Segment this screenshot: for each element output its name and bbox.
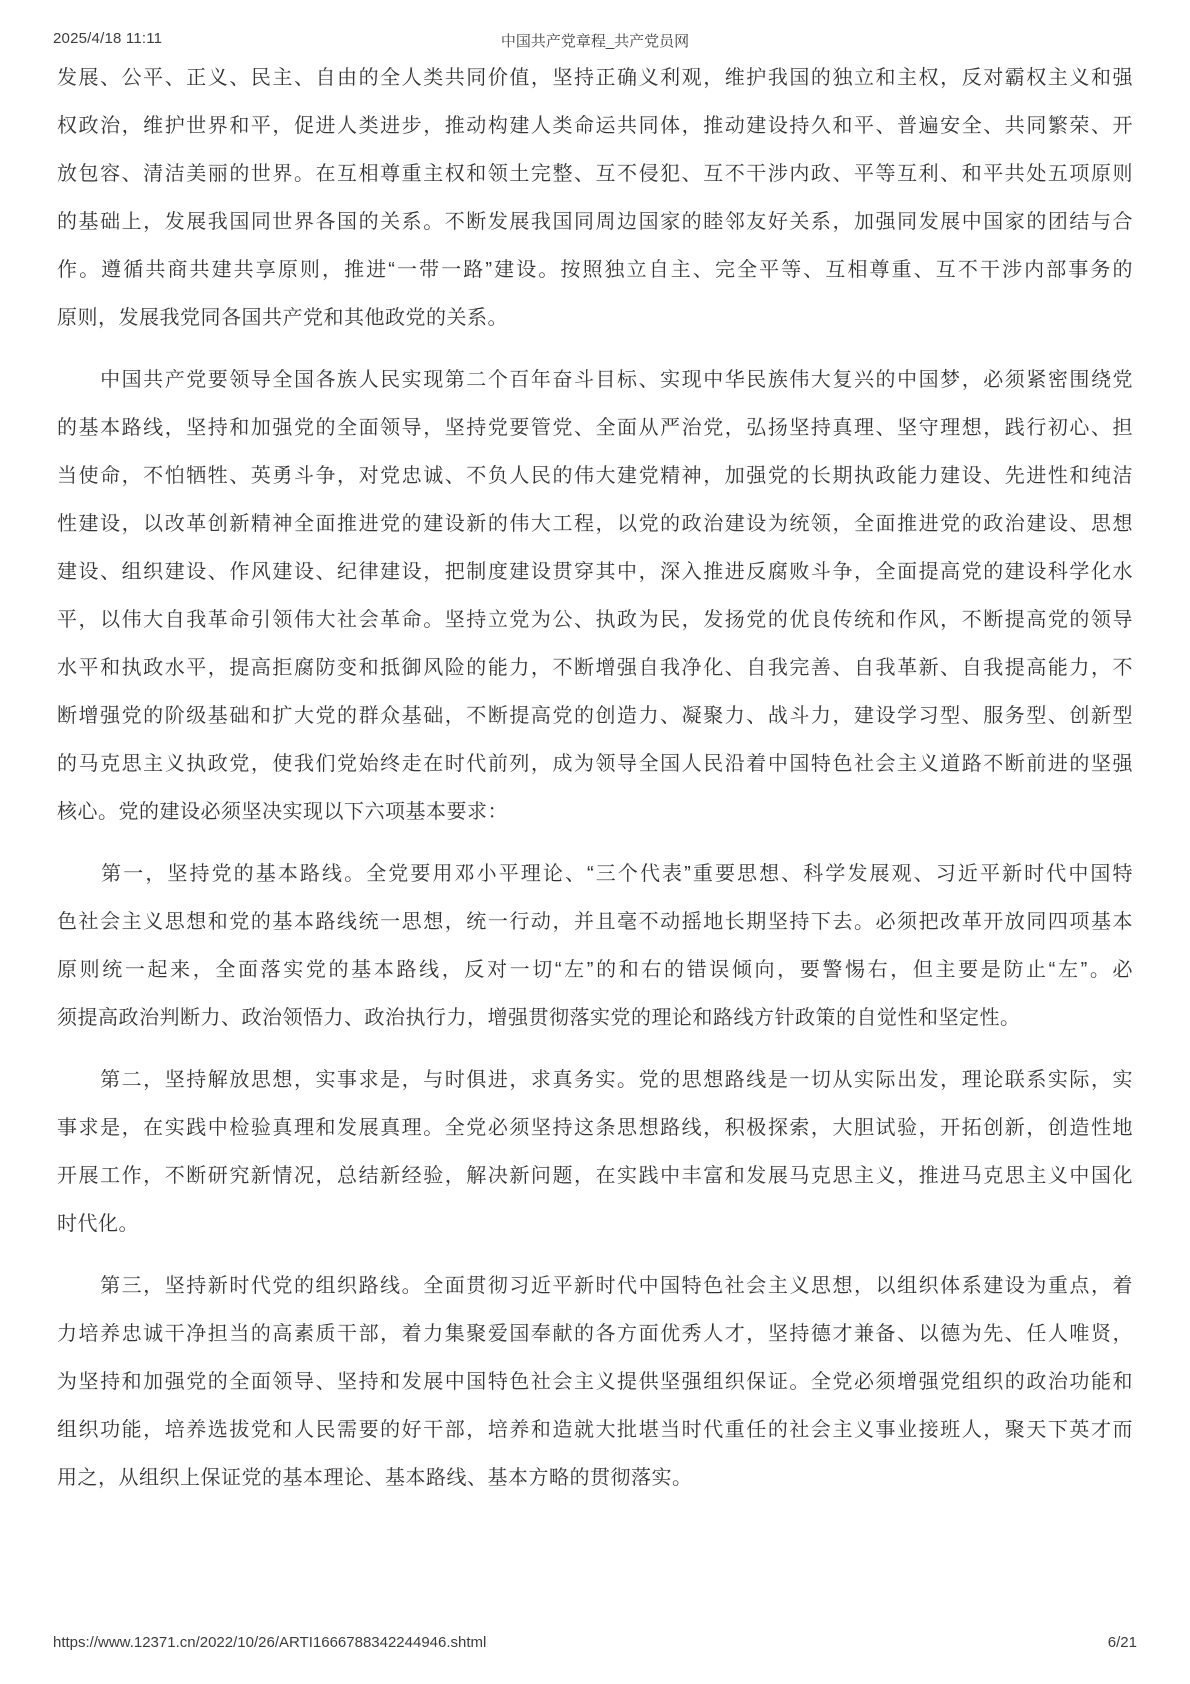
text-line: 第三，坚持新时代党的组织路线。全面贯彻习近平新时代中国特色社会主义思想，以组织体系建设为重点，着 — [57, 1275, 1133, 1297]
text-line: 放包容、清洁美丽的世界。在互相尊重主权和领土完整、互不侵犯、互不干涉内政、平等互利、和平共处五项原则 — [57, 163, 1133, 185]
text-line: 断增强党的阶级基础和扩大党的群众基础，不断提高党的创造力、凝聚力、战斗力，建设学习型、服务型、创新型 — [57, 705, 1133, 727]
text-line: 事求是，在实践中检验真理和发展真理。全党必须坚持这条思想路线，积极探索，大胆试验，开拓创新，创造性地 — [57, 1117, 1133, 1139]
text-line: 原则，发展我党同各国共产党和其他政党的关系。 — [57, 307, 508, 329]
text-line: 须提高政治判断力、政治领悟力、政治执行力，增强贯彻落实党的理论和路线方针政策的自觉性和坚定性。 — [57, 1007, 1021, 1029]
text-line: 的基本路线，坚持和加强党的全面领导，坚持党要管党、全面从严治党，弘扬坚持真理、坚守理想，践行初心、担 — [57, 417, 1133, 439]
text-line: 开展工作，不断研究新情况，总结新经验，解决新问题，在实践中丰富和发展马克思主义，推进马克思主义中国化 — [57, 1165, 1133, 1187]
text-line: 色社会主义思想和党的基本路线统一思想，统一行动，并且毫不动摇地长期坚持下去。必须把改革开放同四项基本 — [57, 911, 1133, 933]
source-url: https://www.12371.cn/2022/10/26/ARTI1666788342244946.shtml — [53, 1634, 487, 1651]
print-datetime: 2025/4/18 11:11 — [53, 30, 163, 47]
text-line: 第二，坚持解放思想，实事求是，与时俱进，求真务实。党的思想路线是一切从实际出发，理论联系实际，实 — [57, 1069, 1133, 1091]
text-line: 力培养忠诚干净担当的高素质干部，着力集聚爱国奉献的各方面优秀人才，坚持德才兼备、以德为先、任人唯贤， — [57, 1323, 1133, 1345]
text-line: 当使命，不怕牺牲、英勇斗争，对党忠诚、不负人民的伟大建党精神，加强党的长期执政能力建设、先进性和纯洁 — [57, 465, 1133, 487]
text-line: 核心。党的建设必须坚决实现以下六项基本要求： — [57, 801, 508, 823]
text-line: 平，以伟大自我革命引领伟大社会革命。坚持立党为公、执政为民，发扬党的优良传统和作风，不断提高党的领导 — [57, 609, 1133, 631]
text-line: 中国共产党要领导全国各族人民实现第二个百年奋斗目标、实现中华民族伟大复兴的中国梦，必须紧密围绕党 — [57, 369, 1133, 391]
paragraph — [57, 1056, 1133, 1248]
text-line: 水平和执政水平，提高拒腐防变和抵御风险的能力，不断增强自我净化、自我完善、自我革新、自我提高能力，不 — [57, 657, 1133, 679]
text-line: 原则统一起来，全面落实党的基本路线，反对一切“左”的和右的错误倾向，要警惕右，但主要是防止“左”。必 — [57, 959, 1133, 981]
text-line: 第一，坚持党的基本路线。全党要用邓小平理论、“三个代表”重要思想、科学发展观、习近平新时代中国特 — [57, 863, 1133, 885]
text-line: 为坚持和加强党的全面领导、坚持和发展中国特色社会主义提供坚强组织保证。全党必须增强党组织的政治功能和 — [57, 1371, 1133, 1393]
text-line: 作。遵循共商共建共享原则，推进“一带一路”建设。按照独立自主、完全平等、互相尊重、互不干涉内部事务的 — [57, 259, 1133, 281]
text-line: 性建设，以改革创新精神全面推进党的建设新的伟大工程，以党的政治建设为统领，全面推进党的政治建设、思想 — [57, 513, 1133, 535]
print-header — [53, 30, 1137, 50]
text-line: 的马克思主义执政党，使我们党始终走在时代前列，成为领导全国人民沿着中国特色社会主义道路不断前进的坚强 — [57, 753, 1133, 775]
paragraph — [57, 54, 1133, 342]
page-title: 中国共产党章程_共产党员网 — [500, 33, 690, 50]
text-line: 的基础上，发展我国同世界各国的关系。不断发展我国同周边国家的睦邻友好关系，加强同发展中国家的团结与合 — [57, 211, 1133, 233]
text-line: 权政治，维护世界和平，促进人类进步，推动构建人类命运共同体，推动建设持久和平、普遍安全、共同繁荣、开 — [57, 115, 1133, 137]
text-line: 建设、组织建设、作风建设、纪律建设，把制度建设贯穿其中，深入推进反腐败斗争，全面提高党的建设科学化水 — [57, 561, 1133, 583]
paragraph — [57, 850, 1133, 1042]
page-number: 6/21 — [1107, 1634, 1137, 1651]
paragraph — [57, 356, 1133, 836]
text-line: 用之，从组织上保证党的基本理论、基本路线、基本方略的贯彻落实。 — [57, 1467, 693, 1489]
text-line: 发展、公平、正义、民主、自由的全人类共同价值，坚持正确义利观，维护我国的独立和主权，反对霸权主义和强 — [57, 67, 1133, 89]
document-body — [57, 54, 1133, 1502]
paragraph — [57, 1262, 1133, 1502]
text-line: 组织功能，培养选拔党和人民需要的好干部，培养和造就大批堪当时代重任的社会主义事业接班人，聚天下英才而 — [57, 1419, 1133, 1441]
print-footer — [53, 1634, 1137, 1654]
text-line: 时代化。 — [57, 1213, 139, 1235]
